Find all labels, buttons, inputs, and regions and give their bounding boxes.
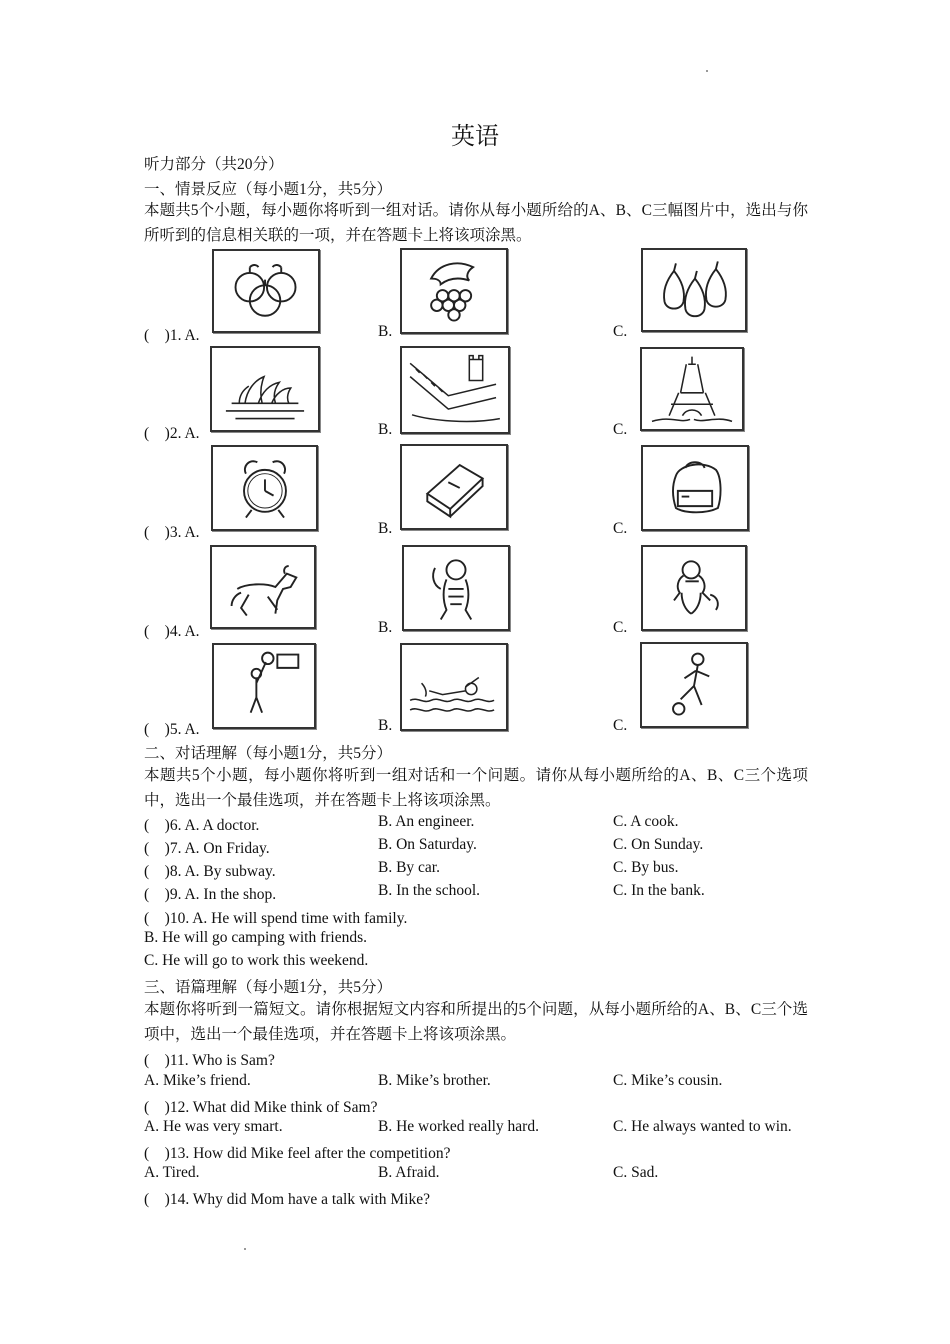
option-label: B. [378, 520, 393, 537]
page-title: 英语 [451, 124, 499, 150]
monkey-icon [641, 545, 747, 631]
alarm-clock-icon [211, 445, 318, 531]
question-12: ( )12. What did Mike think of Sam? [144, 1099, 378, 1116]
question-9: ( )9. A. In the shop. [144, 886, 277, 903]
grapes-icon [400, 248, 508, 334]
option-b: B. Mike’s brother. [378, 1072, 491, 1089]
pears-icon [641, 248, 747, 332]
question-6: ( )6. A. A doctor. [144, 817, 260, 834]
swimmer-icon [400, 643, 508, 731]
eiffel-tower-icon [640, 347, 744, 431]
backpack-icon [641, 445, 749, 531]
question-14: ( )14. Why did Mom have a talk with Mike? [144, 1191, 430, 1208]
tiger-icon [402, 545, 510, 631]
option-c: C. Sad. [613, 1164, 659, 1181]
option-label: B. [378, 323, 393, 340]
option-b: B. By car. [378, 859, 440, 876]
question-7: ( )7. A. On Friday. [144, 840, 270, 857]
question-label: ( )5. A. [144, 721, 200, 738]
option-label: C. [613, 520, 628, 537]
option-b: B. Afraid. [378, 1164, 440, 1181]
soccer-player-icon [640, 642, 748, 728]
option-label: B. [378, 421, 393, 438]
option-a: A. Tired. [144, 1164, 200, 1181]
part3-heading: 三、语篇理解（每小题1分，共5分） [144, 979, 393, 996]
listening-header: 听力部分（共20分） [144, 156, 284, 173]
scan-speck [706, 70, 708, 72]
option-label: C. [613, 421, 628, 438]
option-b: B. In the school. [378, 882, 481, 899]
option-label: C. [613, 717, 628, 734]
option-label: B. [378, 717, 393, 734]
option-b: B. He worked really hard. [378, 1118, 539, 1135]
part1-instructions: 本题共5个小题，每小题你将听到一组对话。请你从每小题所给的A、B、C三幅图片中，选出与你所听到的信息相关联的一项，并在答题卡上将该项涂黑。 [144, 202, 808, 244]
option-label: C. [613, 619, 628, 636]
option-c: C. In the bank. [613, 882, 705, 899]
great-wall-icon [400, 346, 510, 434]
option-label: C. [613, 323, 628, 340]
part1-heading: 一、情景反应（每小题1分，共5分） [144, 181, 393, 198]
option-c: C. Mike’s cousin. [613, 1072, 723, 1089]
option-c: C. He will go to work this weekend. [144, 952, 369, 969]
option-c: C. On Sunday. [613, 836, 704, 853]
scan-speck [244, 1248, 246, 1250]
part2-instructions: 本题共5个小题，每小题你将听到一组对话和一个问题。请你从每小题所给的A、B、C三个选项中，选出一个最佳选项，并在答题卡上将该项涂黑。 [144, 767, 808, 809]
apples-icon [212, 249, 320, 333]
part2-heading: 二、对话理解（每小题1分，共5分） [144, 745, 393, 762]
question-13: ( )13. How did Mike feel after the competition? [144, 1145, 451, 1162]
basketball-player-icon [212, 643, 316, 729]
question-8: ( )8. A. By subway. [144, 863, 276, 880]
question-label: ( )4. A. [144, 623, 200, 640]
option-c: C. By bus. [613, 859, 679, 876]
question-label: ( )2. A. [144, 425, 200, 442]
question-10: ( )10. A. He will spend time with family. [144, 910, 408, 927]
part3-instructions: 本题你将听到一篇短文。请你根据短文内容和所提出的5个问题，从每小题所给的A、B、C三个选项中，选出一个最佳选项，并在答题卡上将该项涂黑。 [144, 1001, 808, 1043]
option-c: C. A cook. [613, 813, 679, 830]
horse-icon [210, 545, 316, 629]
option-a: A. Mike’s friend. [144, 1072, 251, 1089]
option-label: B. [378, 619, 393, 636]
book-icon [400, 444, 508, 530]
question-label: ( )3. A. [144, 524, 200, 541]
opera-house-icon [210, 346, 320, 432]
question-11: ( )11. Who is Sam? [144, 1052, 275, 1069]
option-b: B. An engineer. [378, 813, 475, 830]
question-label: ( )1. A. [144, 327, 200, 344]
option-c: C. He always wanted to win. [613, 1118, 792, 1135]
option-a: A. He was very smart. [144, 1118, 283, 1135]
option-b: B. He will go camping with friends. [144, 929, 367, 946]
option-b: B. On Saturday. [378, 836, 477, 853]
